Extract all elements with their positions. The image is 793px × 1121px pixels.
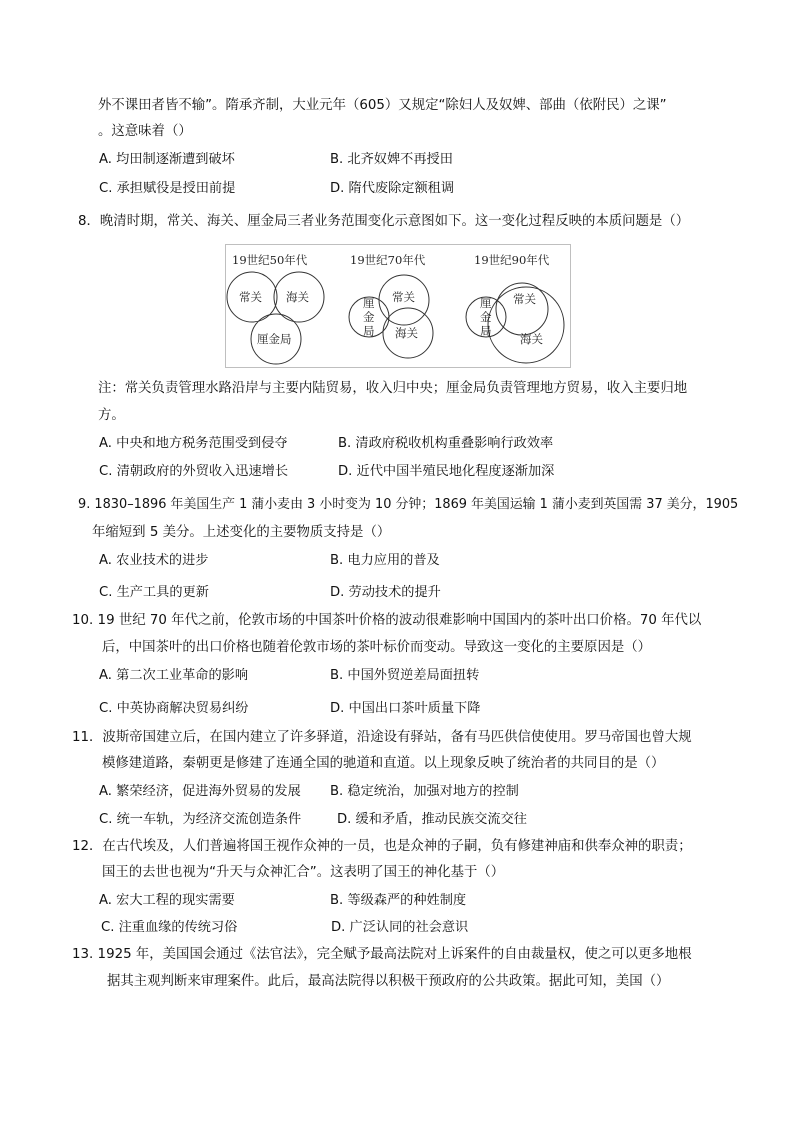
q9-option-b[interactable]: B. 电力应用的普及: [330, 553, 440, 568]
q11-option-b[interactable]: B. 稳定统治，加强对地方的控制: [330, 784, 519, 799]
panel-1870s-label-haiguan: 海关: [395, 326, 418, 340]
q12-stem-line1: 12．在古代埃及，人们普遍将国王视作众神的一员，也是众神的子嗣，负有修建神庙和供奉众神的职责；: [72, 839, 692, 854]
q9-option-d[interactable]: D. 劳动技术的提升: [330, 585, 441, 600]
q10-stem-line2: 后，中国茶叶的出口价格也随着伦敦市场的茶叶标价而变动。导致这一变化的主要原因是（）: [102, 640, 652, 655]
panel-1870s-label-lijinju-3: 局: [363, 324, 375, 338]
q11-option-d[interactable]: D. 缓和矛盾，推动民族交流交往: [337, 812, 527, 827]
q11-stem-line1: 11．波斯帝国建立后，在国内建立了许多驿道，沿途设有驿站，备有马匹供信使使用。罗马帝国也曾大规: [72, 730, 692, 745]
q10-option-d[interactable]: D. 中国出口茶叶质量下降: [330, 701, 481, 716]
q9-stem-line2: 年缩短到 5 美分。上述变化的主要物质支持是（）: [92, 525, 391, 540]
panel-1890s-label-changguan: 常关: [513, 292, 536, 306]
panel-1890s-label-lijinju-3: 局: [480, 324, 492, 338]
q12-option-d[interactable]: D. 广泛认同的社会意识: [331, 920, 469, 935]
panel-1890s-label-haiguan: 海关: [520, 332, 543, 346]
panel-1850s-label-lijinju: 厘金局: [257, 332, 292, 346]
q8-option-b[interactable]: B. 清政府税收机构重叠影响行政效率: [338, 436, 554, 451]
q8-stem: 8．晚清时期，常关、海关、厘金局三者业务范围变化示意图如下。这一变化过程反映的本质问题是（）: [78, 214, 690, 229]
q8-option-a[interactable]: A. 中央和地方税务范围受到侵夺: [99, 436, 288, 451]
q7-stem-line1: 外不课田者皆不输”。隋承齐制，大业元年（605）又规定“除妇人及奴婢、部曲（依附民）之课”: [98, 98, 667, 113]
q11-stem-line2: 模修建道路，秦朝更是修建了连通全国的驰道和直道。以上现象反映了统治者的共同目的是（）: [102, 756, 665, 771]
panel-1850s-label-changguan: 常关: [239, 290, 262, 304]
q8-venn-figure: [225, 244, 571, 368]
panel-1850s-label-haiguan: 海关: [286, 290, 309, 304]
panel-1890s-title: 19世纪90年代: [474, 253, 550, 267]
q7-option-a[interactable]: A. 均田制逐渐遭到破坏: [99, 152, 235, 167]
q10-option-b[interactable]: B. 中国外贸逆差局面扭转: [330, 668, 480, 683]
q11-option-c[interactable]: C. 统一车轨，为经济交流创造条件: [99, 812, 302, 827]
q9-stem-line1: 9. 1830–1896 年美国生产 1 蒲小麦由 3 小时变为 10 分钟；1869 年美国运输 1 蒲小麦到英国需 37 美分，1905: [78, 497, 739, 512]
q7-option-b[interactable]: B. 北齐奴婢不再授田: [330, 152, 453, 167]
q13-stem-line2: 据其主观判断来审理案件。此后，最高法院得以积极干预政府的公共政策。据此可知，美国（）: [107, 974, 670, 989]
q10-stem-line1: 10. 19 世纪 70 年代之前，伦敦市场的中国茶叶价格的波动很难影响中国国内的茶叶出口价格。70 年代以: [72, 613, 702, 628]
q12-option-a[interactable]: A. 宏大工程的现实需要: [99, 893, 235, 908]
q10-option-a[interactable]: A. 第二次工业革命的影响: [99, 668, 249, 683]
q9-option-a[interactable]: A. 农业技术的进步: [99, 553, 209, 568]
panel-1870s-title: 19世纪70年代: [350, 253, 426, 267]
panel-1890s-label-lijinju-2: 金: [480, 310, 492, 324]
q8-option-d[interactable]: D. 近代中国半殖民地化程度逐渐加深: [338, 464, 555, 479]
q12-option-c[interactable]: C. 注重血缘的传统习俗: [101, 920, 238, 935]
q10-option-c[interactable]: C. 中英协商解决贸易纠纷: [99, 701, 249, 716]
panel-1870s-label-lijinju-1: 厘: [363, 296, 375, 310]
q12-stem-line2: 国王的去世也视为“升天与众神汇合”。这表明了国王的神化基于（）: [102, 865, 505, 880]
q7-option-c[interactable]: C. 承担赋役是授田前提: [99, 181, 236, 196]
q11-option-a[interactable]: A. 繁荣经济，促进海外贸易的发展: [99, 784, 301, 799]
q12-option-b[interactable]: B. 等级森严的种姓制度: [330, 893, 467, 908]
q13-stem-line1: 13. 1925 年，美国国会通过《法官法》，完全赋予最高法院对上诉案件的自由裁量权，使之可以更多地根: [72, 947, 692, 962]
q8-venn-svg: [226, 245, 570, 367]
q7-option-d[interactable]: D. 隋代废除定额租调: [330, 181, 455, 196]
panel-1870s-label-changguan: 常关: [392, 290, 415, 304]
q9-option-c[interactable]: C. 生产工具的更新: [99, 585, 209, 600]
q8-note-line2: 方。: [98, 408, 125, 423]
panel-1890s-label-lijinju-1: 厘: [480, 296, 492, 310]
panel-1870s-label-lijinju-2: 金: [363, 310, 375, 324]
q8-note-line1: 注：常关负责管理水路沿岸与主要内陆贸易，收入归中央；厘金局负责管理地方贸易，收入主要归地: [98, 381, 688, 396]
q8-option-c[interactable]: C. 清朝政府的外贸收入迅速增长: [99, 464, 289, 479]
q7-stem-line2: 。这意味着（）: [98, 124, 192, 139]
panel-1850s-title: 19世纪50年代: [232, 253, 308, 267]
